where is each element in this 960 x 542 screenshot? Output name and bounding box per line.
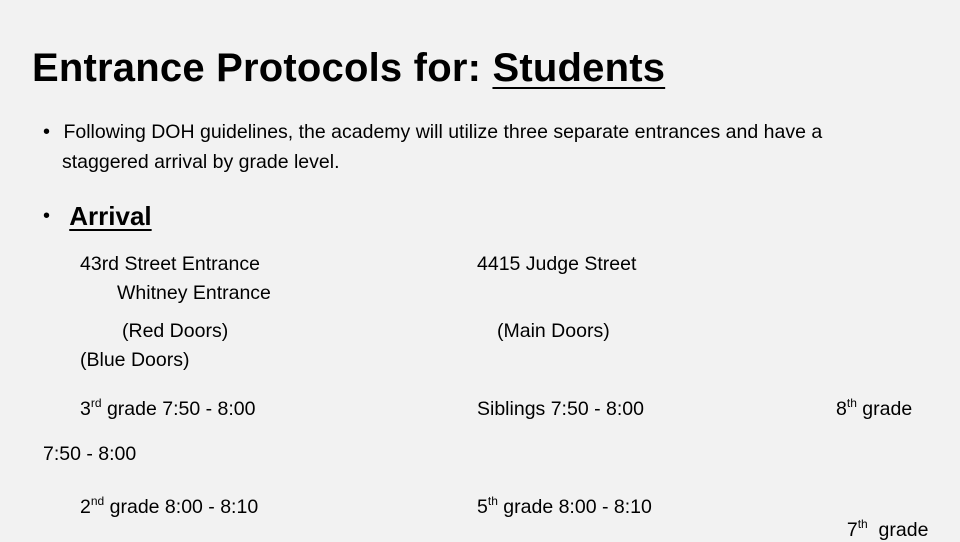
title-emphasis: Students: [492, 46, 666, 90]
grade-suffix: th: [846, 396, 857, 410]
row2-entrance-b: [836, 496, 928, 542]
grade-suffix: th: [857, 517, 868, 531]
bullet-guidelines: [43, 121, 822, 144]
entrance-c-name: 4415 Judge Street: [477, 253, 637, 275]
title-prefix: Entrance Protocols for:: [32, 46, 482, 90]
grade-number: 2: [80, 496, 91, 518]
arrival-heading: Arrival: [69, 201, 152, 231]
grade-number: 3: [80, 398, 91, 420]
grade-time: grade 8:00 - 8:10: [104, 496, 259, 518]
grade-number: 8: [836, 398, 847, 420]
row1-entrance-b-time: 7:50 - 8:00: [43, 443, 137, 465]
row1-entrance-c: Siblings 7:50 - 8:00: [477, 398, 644, 420]
row2-entrance-a: [80, 496, 258, 519]
grade-label: grade: [856, 398, 913, 420]
row2-entrance-c: [477, 496, 652, 519]
grade-suffix: nd: [90, 494, 105, 508]
row1-entrance-b: [836, 398, 912, 421]
page-title: [32, 46, 665, 91]
doors-b: (Blue Doors): [80, 349, 190, 371]
doors-a: (Red Doors): [122, 320, 229, 342]
row1-entrance-a: [80, 398, 255, 421]
bullet-guidelines-line2: staggered arrival by grade level.: [62, 151, 340, 173]
bullet-dot-icon: •: [43, 205, 51, 227]
bullet-dot-icon: •: [43, 121, 51, 143]
bullet-guidelines-line1: Following DOH guidelines, the academy will utilize three separate entrances and have a: [63, 121, 823, 143]
doors-c: (Main Doors): [497, 320, 610, 342]
arrival-heading-row: [43, 201, 152, 232]
grade-time: grade 8:00 - 8:10: [497, 496, 652, 518]
grade-label: grade: [867, 519, 929, 541]
grade-suffix: th: [487, 494, 498, 508]
entrance-a-name: 43rd Street Entrance: [80, 253, 260, 275]
grade-number: 5: [477, 496, 488, 518]
grade-suffix: rd: [90, 396, 102, 410]
entrance-b-name: Whitney Entrance: [117, 282, 271, 304]
grade-time: grade 7:50 - 8:00: [101, 398, 256, 420]
grade-number: 7: [846, 519, 858, 541]
